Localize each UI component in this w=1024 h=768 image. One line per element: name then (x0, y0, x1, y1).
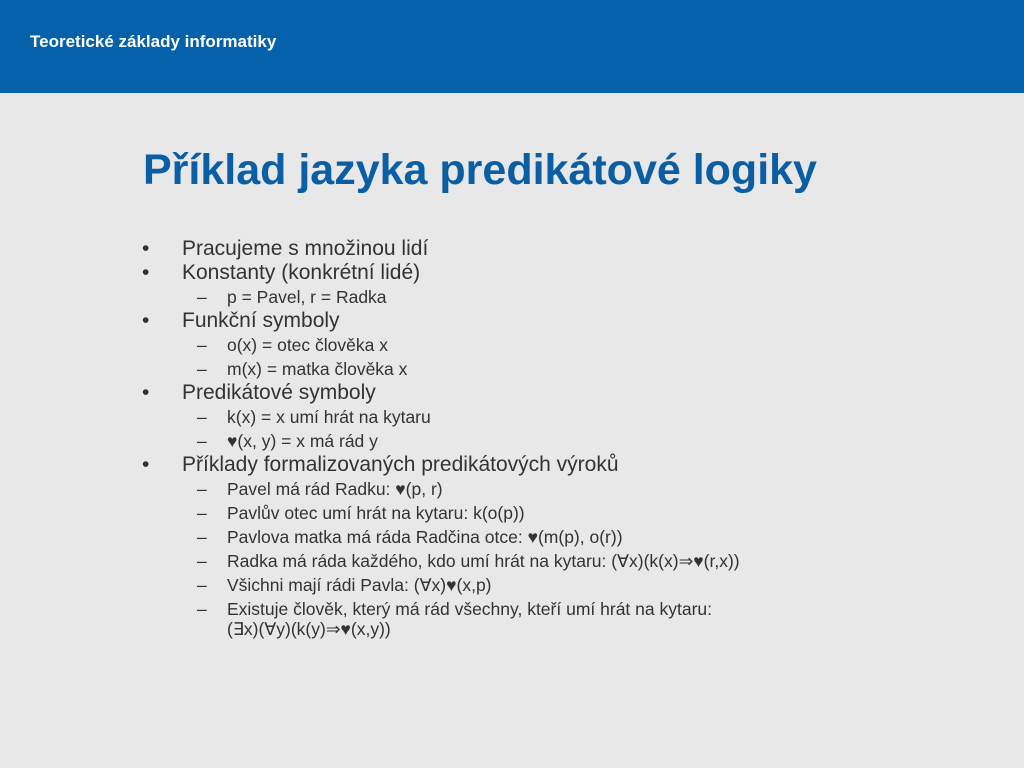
bullet-marker: • (142, 381, 150, 404)
sub-item (0, 549, 1024, 573)
bullet-item (0, 237, 1024, 261)
dash-marker: – (197, 287, 207, 307)
dash-marker: – (197, 335, 207, 355)
sub-item (0, 597, 1024, 639)
sub-item-text: Radka má ráda každého, kdo umí hrát na kytaru: (∀x)(k(x)⇒♥(r,x)) (227, 551, 740, 571)
sub-item-text: k(x) = x umí hrát na kytaru (227, 407, 431, 427)
bullet-text: Funkční symboly (182, 309, 340, 332)
sub-item-text-line: (∃x)(∀y)(k(y)⇒♥(x,y)) (227, 619, 391, 639)
sub-item-text: Pavlův otec umí hrát na kytaru: k(o(p)) (227, 503, 525, 523)
bullet-text: Predikátové symboly (182, 381, 376, 404)
sub-item-text: o(x) = otec člověka x (227, 335, 388, 355)
bullet-marker: • (142, 237, 150, 260)
bullet-item (0, 309, 1024, 333)
sub-item-text: p = Pavel, r = Radka (227, 287, 387, 307)
sub-item (0, 285, 1024, 309)
sub-item (0, 357, 1024, 381)
sub-item-text: Pavlova matka má ráda Radčina otce: ♥(m(p), o(r)) (227, 527, 623, 547)
sub-item-text-line: Existuje člověk, který má rád všechny, kteří umí hrát na kytaru: (227, 599, 712, 619)
dash-marker: – (197, 503, 207, 523)
bullet-marker: • (142, 261, 150, 284)
slide-title: Příklad jazyka predikátové logiky (143, 146, 817, 194)
sub-item (0, 333, 1024, 357)
sub-item (0, 405, 1024, 429)
bullet-marker: • (142, 453, 150, 476)
bullet-text: Konstanty (konkrétní lidé) (182, 261, 421, 284)
bullet-item (0, 381, 1024, 405)
dash-marker: – (197, 527, 207, 547)
dash-marker: – (197, 407, 207, 427)
sub-item (0, 429, 1024, 453)
sub-item (0, 477, 1024, 501)
sub-item (0, 501, 1024, 525)
dash-marker: – (197, 575, 207, 595)
sub-item (0, 573, 1024, 597)
sub-item-text: Pavel má rád Radku: ♥(p, r) (227, 479, 443, 499)
dash-marker: – (197, 599, 207, 619)
sub-item-text: m(x) = matka člověka x (227, 359, 408, 379)
sub-item (0, 525, 1024, 549)
dash-marker: – (197, 479, 207, 499)
bullet-marker: • (142, 309, 150, 332)
bullet-item (0, 261, 1024, 285)
dash-marker: – (197, 551, 207, 571)
sub-item-text: Všichni mají rádi Pavla: (∀x)♥(x,p) (227, 575, 492, 595)
course-title: Teoretické základy informatiky (30, 32, 277, 51)
dash-marker: – (197, 359, 207, 379)
sub-item-text: ♥(x, y) = x má rád y (227, 431, 378, 451)
dash-marker: – (197, 431, 207, 451)
bullet-text: Příklady formalizovaných predikátových výroků (182, 453, 619, 476)
sub-item-text (227, 599, 712, 639)
bullet-item (0, 453, 1024, 477)
bullet-text: Pracujeme s množinou lidí (182, 237, 429, 260)
header-bar (0, 0, 1024, 93)
bullet-list (0, 237, 1024, 639)
